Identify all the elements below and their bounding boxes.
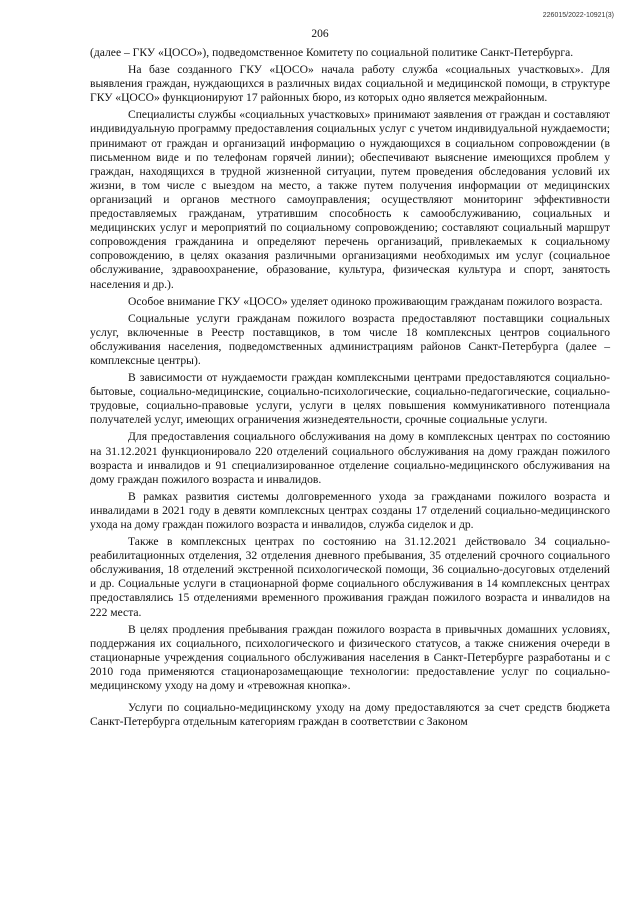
paragraph-6: В зависимости от нуждаемости граждан комплексными центрами предоставляются социально-бытовые, социально-медицинские, социально-психологические, социально-педагогические, социально-трудовые, социально-правовые услуги, услуги в целях повышения коммуникативного потенциала получателей услуг, имеющих ограничения жизнедеятельности, срочные социальные услуги. (90, 371, 610, 427)
page-number: 206 (311, 28, 329, 40)
paragraph-2: На базе созданного ГКУ «ЦОСО» начала работу служба «социальных участковых». Для выявления граждан, нуждающихся в различных видах социальной и медицинской помощи, в структуре ГКУ «ЦОСО» функционируют 17 районных бюро, из которых одно является межрайонным. (90, 63, 610, 105)
paragraph-5: Социальные услуги гражданам пожилого возраста предоставляют поставщики социальных услуг, включенные в Реестр поставщиков, в том числе 18 комплексных центров социального обслуживания населения, подведомственных администрациям районов Санкт-Петербурга (далее – комплексные центры). (90, 311, 610, 367)
registration-number: 226015/2022-10921(3) (542, 12, 614, 19)
paragraph-11: Услуги по социально-медицинскому уходу на дому предоставляются за счет средств бюджета Санкт-Петербурга отдельным категориям граждан в соответствии с Законом (90, 701, 610, 729)
paragraph-7: Для предоставления социального обслуживания на дому в комплексных центрах по состоянию на 31.12.2021 функционировало 220 отделений социального обслуживания на дому граждан пожилого возраста и инвалидов и 91 специализированное отделение социально-медицинского обслуживания на дому граждан пожилого возраста и инвалидов. (90, 430, 610, 486)
paragraph-10: В целях продления пребывания граждан пожилого возраста в привычных домашних условиях, поддержания их социального, психологического и физического статусов, а также снижения очереди в стационарные учреждения социального обслуживания населения в Санкт-Петербурге разработаны и с 2010 года применяются стационарозамещающие технологии: предоставление услуг по социально-медицинскому уходу на дому и «тревожная кнопка». (90, 622, 610, 693)
paragraph-1: (далее – ГКУ «ЦОСО»), подведомственное Комитету по социальной политике Санкт-Петербурга. (90, 46, 574, 59)
paragraph-8: В рамках развития системы долговременного ухода за гражданами пожилого возраста и инвалидами в 2021 году в девяти комплексных центрах созданы 17 отделений социально-медицинского ухода на дому граждан пожилого возраста и инвалидов, служба сиделок и др. (90, 489, 610, 531)
paragraph-3: Специалисты службы «социальных участковых» принимают заявления от граждан и составляют индивидуальную программу предоставления социальных услуг с учетом индивидуальной нуждаемости; принимают от граждан и организаций информацию о нуждающихся в социальном сопровождении (в письменном виде и по телефонам горячей линии); обеспечивают выяснение имеющихся проблем у граждан, находящихся в трудной жизненной ситуации, путем проведения обследования условий их жизни, в том числе с выездом на место, а также путем получения информации от медицинских организаций и органов местного самоуправления; осуществляют мониторинг эффективности предоставляемых гражданам, утратившим способность к самообслуживанию, социальных и медицинских услуг и мероприятий по социальному сопровождению; составляют социальный маршрут сопровождения гражданина и определяют перечень организаций, привлекаемых к социальному сопровождению, в целях оказания различными организациями необходимых им услуг (социальное обслуживание, здравоохранение, образование, культура, физическая культура и спорт, занятость населения и др.). (90, 108, 610, 291)
paragraph-9: Также в комплексных центрах по состоянию на 31.12.2021 действовало 34 социально-реабилитационных отделения, 32 отделения дневного пребывания, 35 отделений срочного социального обслуживания, 18 отделений экстренной психологической помощи, 36 социально-досуговых отделений и др. Социальные услуги в стационарной форме социального обслуживания в 14 комплексных центрах предоставлялись 15 отделениями временного проживания граждан пожилого возраста и инвалидов на 222 места. (90, 535, 610, 619)
paragraph-4: Особое внимание ГКУ «ЦОСО» уделяет одиноко проживающим гражданам пожилого возраста. (128, 294, 603, 308)
document-body (90, 46, 610, 732)
